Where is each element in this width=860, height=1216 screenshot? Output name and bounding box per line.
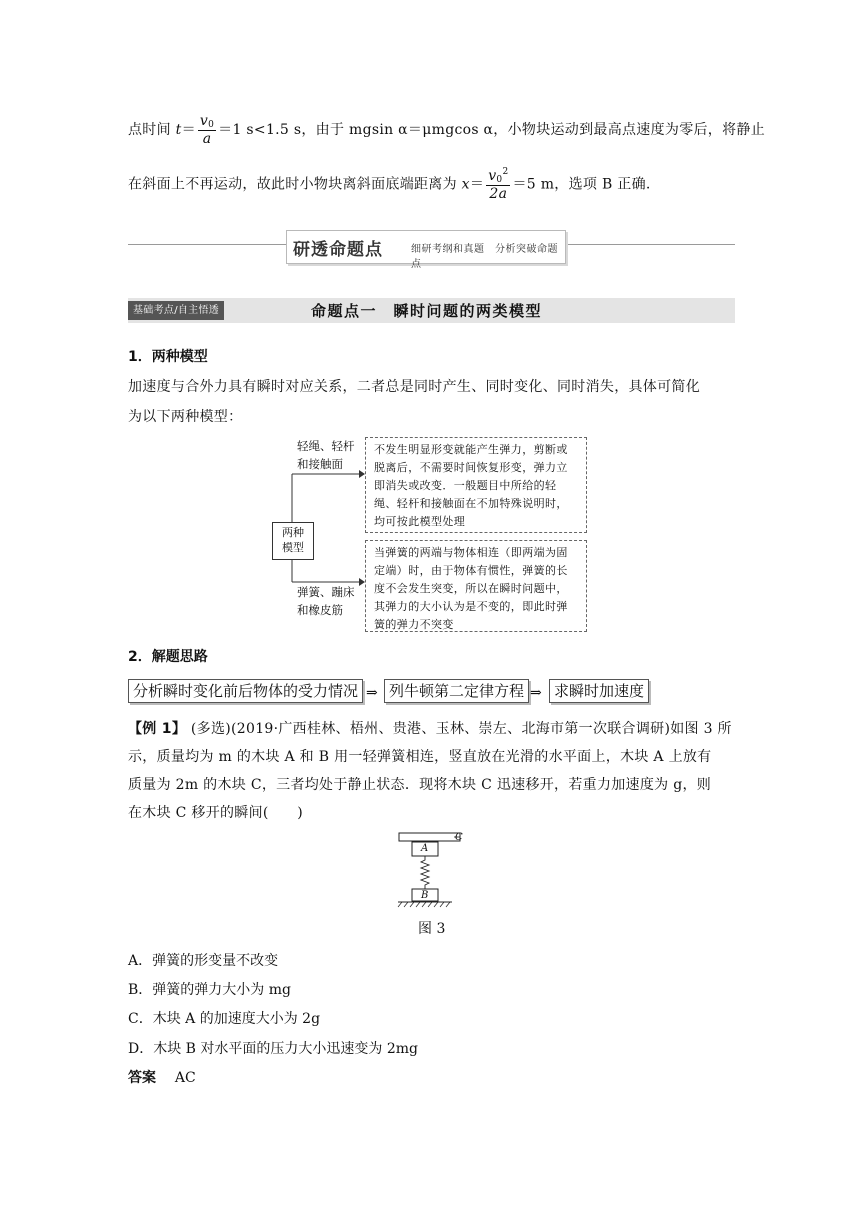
part2-heading: 2．解题思路 — [128, 649, 208, 665]
frac-numerator: $v_0$ — [199, 113, 215, 130]
equals: ＝ — [469, 176, 485, 193]
figure-caption: 图 3 — [418, 921, 446, 937]
flow-step-1: 分析瞬时变化前后物体的受力情况 — [128, 679, 363, 703]
figure-label-a: A — [421, 843, 429, 854]
intro-text: ＝5 m，选项 B 正确. — [512, 176, 651, 193]
intro-text: 在斜面上不再运动，故此时小物块离斜面底端距离为 — [128, 176, 457, 193]
option-c: C．木块 A 的加速度大小为 2g — [128, 1011, 321, 1027]
flow-arrow-1: ⇒ — [366, 685, 378, 701]
answer-line — [128, 1067, 196, 1087]
frac-numerator: $v_0^2$ — [488, 167, 509, 185]
section-tag: 基础考点/自主悟透 — [128, 301, 224, 320]
option-d: D．木块 B 对水平面的压力大小迅速变为 2mg — [128, 1041, 419, 1057]
answer-label: 答案 — [128, 1070, 156, 1086]
diagram-desc-bottom: 当弹簧的两端与物体相连（即两端为固定端）时，由于物体有惯性，弹簧的长度不会发生突变，所以在瞬时问题中，其弹力的大小认为是不变的，即此时弹簧的弹力不突变 — [365, 540, 587, 632]
intro-text: 点时间 — [128, 122, 171, 139]
flow-arrow-2: ⇒ — [530, 685, 542, 701]
option-b: B．弹簧的弹力大小为 mg — [128, 982, 291, 998]
diagram-center-box: 两种 模型 — [272, 522, 314, 560]
figure-label-c: C — [455, 832, 463, 843]
diagram-desc-top: 不发生明显形变就能产生弹力，剪断或脱离后，不需要时间恢复形变，弹力立即消失或改变．一般题目中所给的轻绳、轻杆和接触面在不加特殊说明时，均可按此模型处理 — [365, 437, 587, 533]
example-text: (多选)(2019·广西桂林、梧州、贵港、玉林、崇左、北海市第一次联合调研)如图 3 所 — [190, 721, 732, 737]
banner-title: 研透命题点 — [293, 240, 383, 260]
example-line-4: 在木块 C 移开的瞬间( ) — [128, 805, 304, 821]
part1-heading: 1．两种模型 — [128, 349, 208, 365]
part1-body-line-2: 为以下两种模型： — [128, 409, 243, 425]
example-label: 【例 1】 — [128, 721, 187, 737]
var-x: x — [461, 176, 470, 193]
var-t: t — [175, 122, 182, 139]
equals: ＝ — [181, 122, 196, 139]
diagram-branch-top: 轻绳、轻杆 和接触面 — [297, 439, 355, 471]
figure-label-b: B — [421, 890, 429, 901]
frac-denominator: 2a — [489, 186, 508, 203]
example-line-3: 质量为 2m 的木块 C，三者均处于静止状态．现将木块 C 迅速移开，若重力加速度为 g，则 — [128, 777, 712, 793]
intro-text: ＝1 s<1.5 s，由于 mgsin α＝μmgcos α，小物块运动到最高点速度为零后，将静止 — [218, 122, 766, 139]
option-a: A．弹簧的形变量不改变 — [128, 953, 279, 969]
answer-value: AC — [174, 1070, 196, 1086]
example-line-2: 示，质量均为 m 的木块 A 和 B 用一轻弹簧相连，竖直放在光滑的水平面上，木块 A 上放有 — [128, 749, 712, 765]
section-title: 命题点一 瞬时问题的两类模型 — [311, 302, 543, 320]
flow-step-3: 求瞬时加速度 — [549, 679, 649, 703]
example-line-1 — [128, 718, 732, 738]
frac-denominator: a — [202, 131, 212, 148]
part1-body-line-1: 加速度与合外力具有瞬时对应关系，二者总是同时产生、同时变化、同时消失，具体可简化 — [128, 379, 700, 395]
diagram-branch-bottom: 弹簧、蹦床 和橡皮筋 — [297, 585, 355, 617]
figure-spring-blocks — [380, 825, 480, 920]
banner-subtitle: 细研考纲和真题 分析突破命题点 — [411, 244, 558, 270]
flow-step-2: 列牛顿第二定律方程 — [384, 679, 529, 703]
